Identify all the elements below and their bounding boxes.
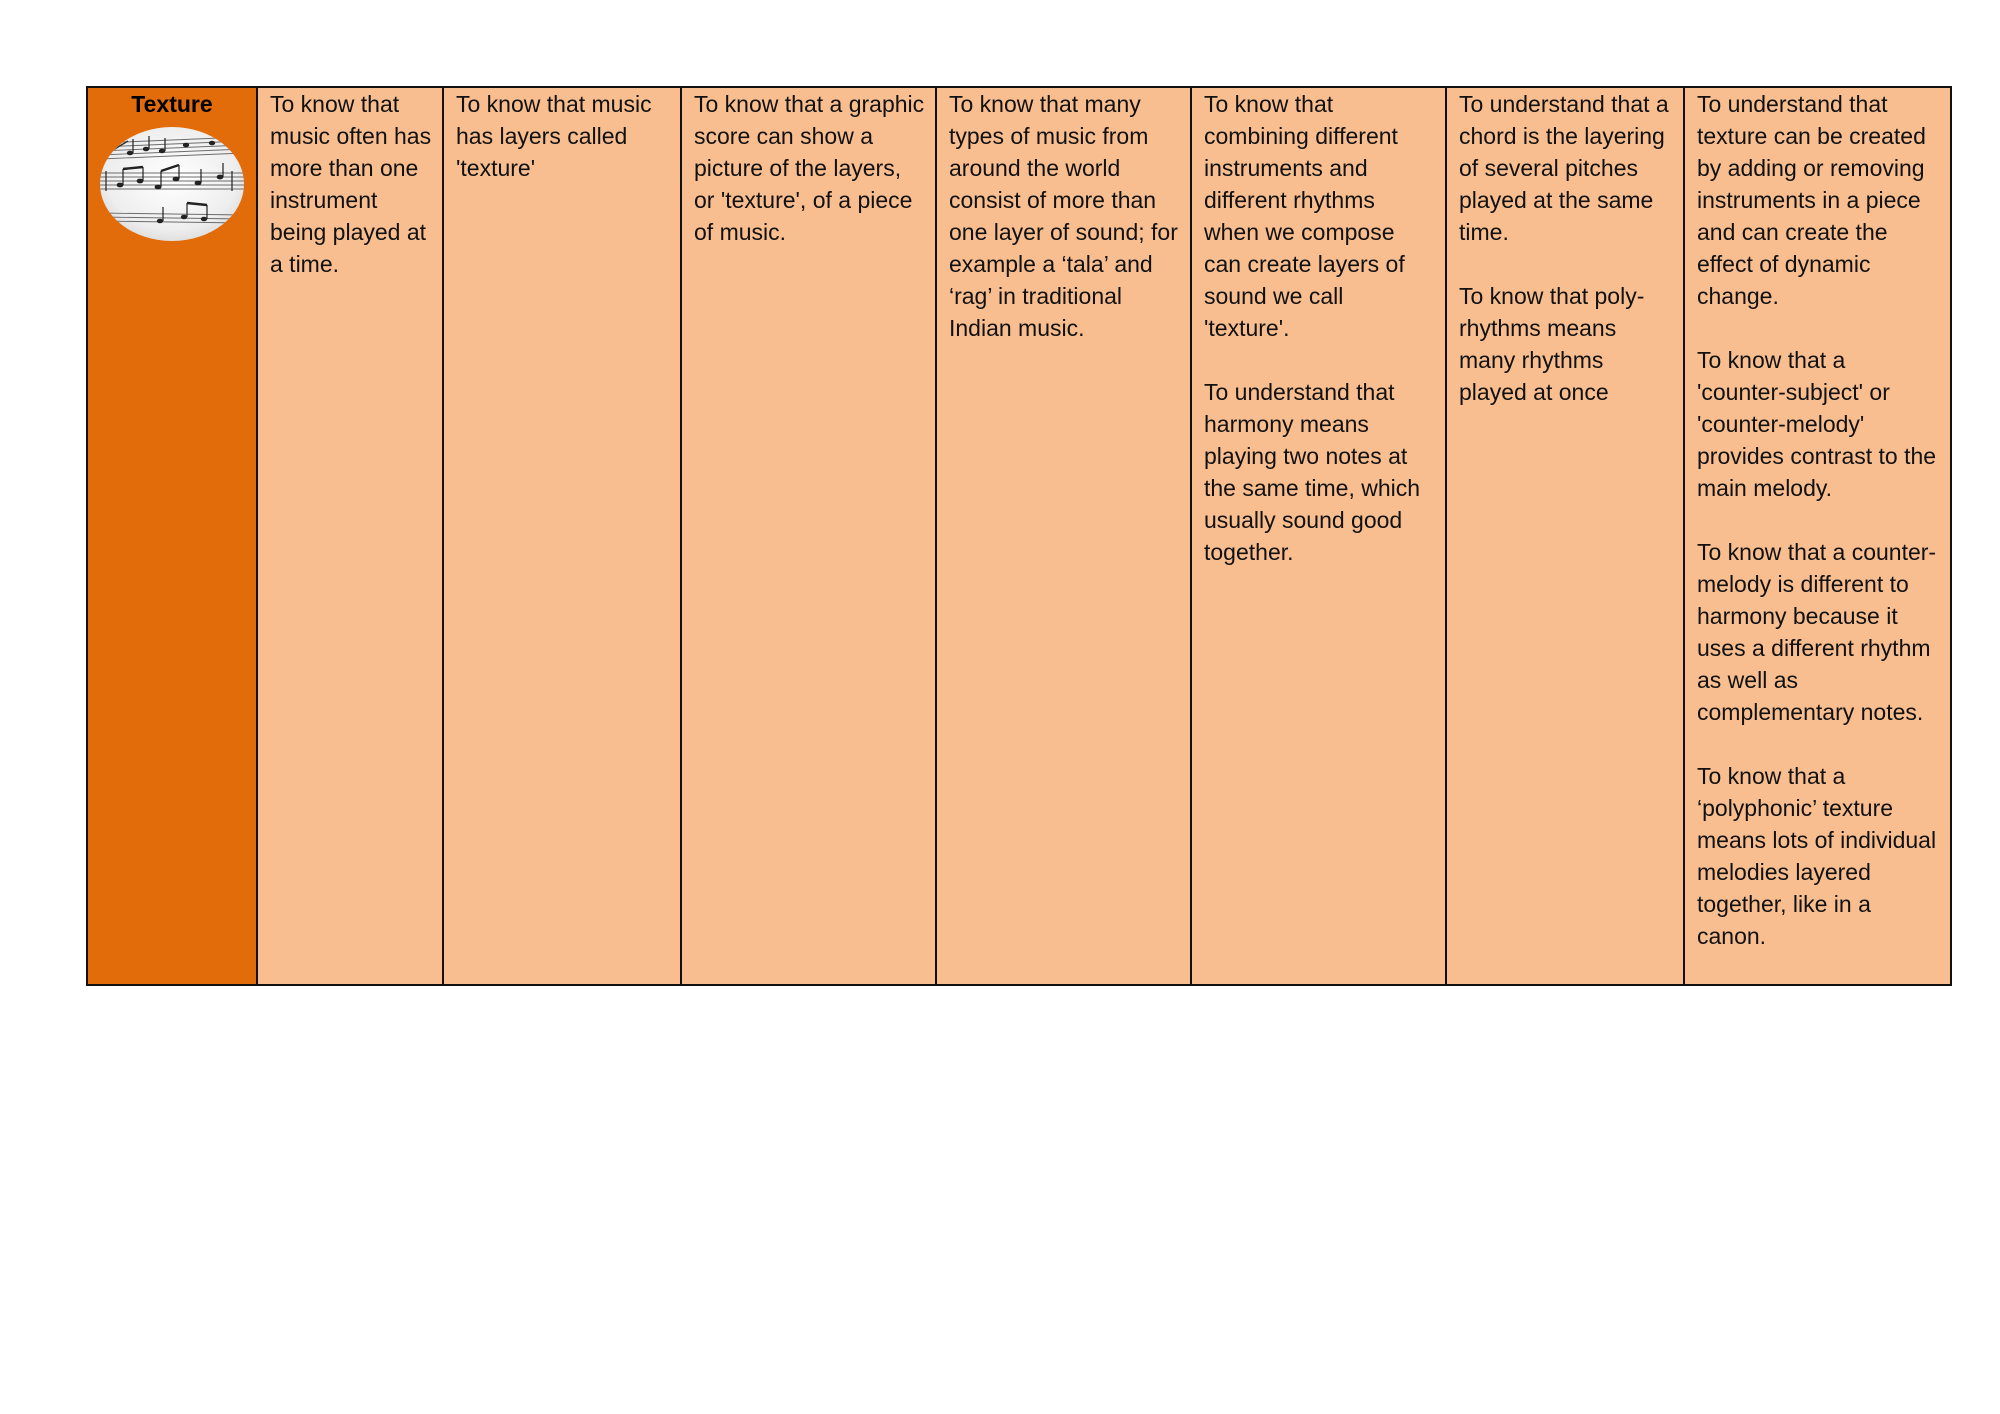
objective-cell-1 [257,87,443,985]
objective-paragraph: To understand that texture can be created by adding or removing instruments in a piece and can create the effect of dynamic change. [1697,91,1926,309]
objective-paragraph: To understand that a chord is the layering of several pitches played at the same time. [1459,91,1669,245]
objective-paragraph: To know that combining different instruments and different rhythms when we compose can create layers of sound we call 'texture'. [1204,91,1405,341]
sheet-music-icon [100,127,244,241]
objective-paragraph: To understand that harmony means playing two notes at the same time, which usually sound good together. [1204,379,1421,565]
objective-paragraph: To know that a ‘polyphonic’ texture means lots of individual melodies layered together, like in a canon. [1697,763,1937,949]
objective-cell-6 [1446,87,1684,985]
objective-paragraph: To know that a counter-melody is different to harmony because it uses a different rhythm as well as complementary notes. [1697,539,1937,725]
objective-cell-7 [1684,87,1951,985]
objective-paragraph: To know that a graphic score can show a picture of the layers, or 'texture', of a piece of music. [694,91,925,245]
objective-paragraph: To know that many types of music from around the world consist of more than one layer of sound; for example a ‘tala’ and ‘rag’ in traditional Indian music. [949,91,1178,341]
objective-cell-3 [681,87,936,985]
objective-paragraph: To know that music has layers called 'texture' [456,91,652,181]
table-row [87,87,1951,985]
objective-paragraph: To know that poly-rhythms means many rhythms played at once [1459,283,1645,405]
objective-cell-5 [1191,87,1446,985]
objective-cell-4 [936,87,1191,985]
texture-table [86,86,1952,986]
row-heading: Texture [131,91,213,117]
objective-cell-2 [443,87,681,985]
row-heading-cell [87,87,257,985]
objective-paragraph: To know that a 'counter-subject' or 'counter-melody' provides contrast to the main melody. [1697,347,1937,501]
objective-paragraph: To know that music often has more than one instrument being played at a time. [270,91,432,277]
